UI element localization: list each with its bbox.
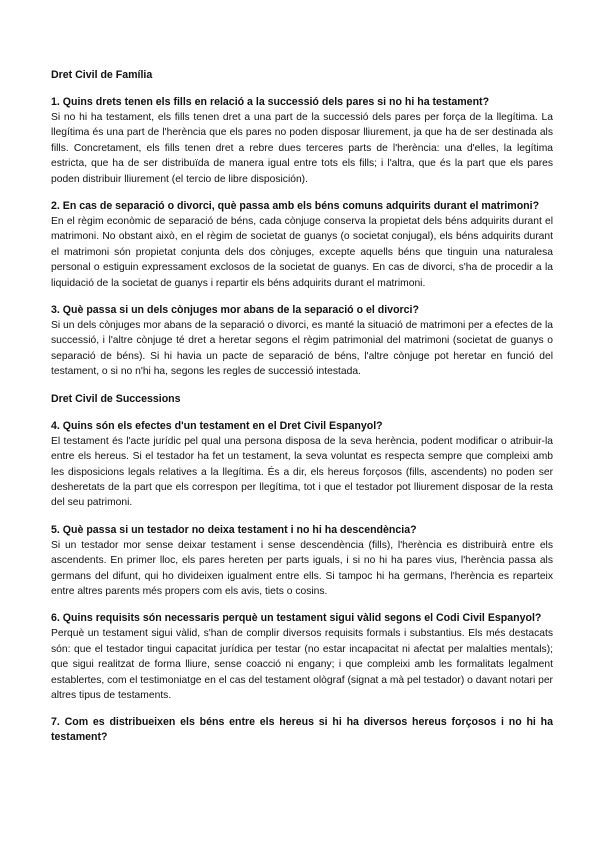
answer-paragraph: Perquè un testament sigui vàlid, s'han de complir diversos requisits formals i substantius. Els més destacats són: que el testador tingui capacitat jurídica per testar (no estar incapacitat ni afectat per malalties mentals); que sigui realitzat de forma lliure, sense coacció ni engany; i que compleixi amb les formalitats legalment establertes, com el testimoniatge en el cas del testament ològraf (signat a mà pel testador) o davant notari per altres tipus de testaments. bbox=[51, 628, 553, 701]
qa-item bbox=[51, 95, 553, 187]
answer-paragraph: Si no hi ha testament, els fills tenen dret a una part de la successió dels pares per força de la llegítima. La llegítima és una part de l'herència que els pares no poden disposar lliurement, ja que ha de ser destinada als fills. Concretament, els fills tenen dret a rebre dues terceres parts de l'herència: una d'elles, la legítima estricta, que ha de ser distribuïda de manera igual entre tots els fills; i l'altra, que és la part que els pares poden distribuir lliurement (el tercio de libre disposición). bbox=[51, 112, 553, 185]
question-heading: 2. En cas de separació o divorci, què passa amb els béns comuns adquirits durant el matrimoni? bbox=[51, 200, 540, 213]
qa-item bbox=[51, 303, 553, 380]
qa-item bbox=[51, 199, 553, 291]
qa-item bbox=[51, 523, 553, 600]
qa-item bbox=[51, 611, 553, 703]
document-page bbox=[51, 68, 553, 757]
question-heading: 3. Què passa si un dels cònjuges mor abans de la separació o el divorci? bbox=[51, 304, 419, 317]
question-heading: 5. Què passa si un testador no deixa testament i no hi ha descendència? bbox=[51, 523, 417, 536]
answer-paragraph: Si un testador mor sense deixar testament i sense descendència (fills), l'herència es distribuirà entre els ascendents. En primer lloc, els pares hereten per parts iguals, i si no hi ha pares vius, l'herència passa als germans del difunt, qui ho divideixen igualment entre ells. Si tampoc hi ha germans, l'herència es reparteix entre altres parents més propers com els avis, tiets o cosins. bbox=[51, 539, 553, 597]
answer-paragraph: En el règim econòmic de separació de béns, cada cònjuge conserva la propietat dels béns adquirits durant el matrimoni. No obstant això, en el règim de societat de guanys (o societat conjugal), els béns adquirits durant el matrimoni són propietat conjunta dels dos cònjuges, excepte aquells béns que tinguin una naturalesa personal o estiguin expressament exclosos de la societat de guanys. En cas de divorci, s'ha de procedir a la liquidació de la societat de guanys i repartir els béns adquirits durant el matrimoni. bbox=[51, 216, 553, 289]
section-title: Dret Civil de Família bbox=[51, 69, 153, 81]
section-title: Dret Civil de Successions bbox=[51, 392, 181, 405]
answer-paragraph: Si un dels cònjuges mor abans de la separació o divorci, es manté la situació de matrimoni per a efectes de la successió, i l'altre cònjuge té dret a heretar segons el règim patrimonial del matrimoni (societat de guanys o separació de béns). Si hi havia un pacte de separació de béns, l'altre cònjuge pot heretar en funció del testament, o si no n'hi ha, segons les regles de successió intestada. bbox=[51, 320, 553, 378]
question-heading: 7. Com es distribueixen els béns entre els hereus si hi ha diversos hereus forçosos i no hi ha testament? bbox=[51, 716, 553, 744]
question-heading: 1. Quins drets tenen els fills en relació a la successió dels pares si no hi ha testament? bbox=[51, 96, 490, 108]
section-dret-civil-successions bbox=[51, 392, 553, 746]
question-heading: 4. Quins són els efectes d'un testament en el Dret Civil Espanyol? bbox=[51, 419, 383, 432]
qa-item bbox=[51, 715, 553, 745]
question-heading: 6. Quins requisits són necessaris perquè un testament sigui vàlid segons el Codi Civil Espanyol? bbox=[51, 612, 542, 625]
section-dret-civil-familia bbox=[51, 68, 553, 380]
answer-paragraph: El testament és l'acte jurídic pel qual una persona disposa de la seva herència, podent modificar o atribuir-la entre els hereus. Si el testador ha fet un testament, la seva voluntat es respecta sempre que compleixi amb les disposicions legals relatives a la llegítima. És a dir, els hereus forçosos (fills, ascendents) no poden ser desheretats de la part que els correspon per llegítima, tot i que el testador pot lliurement disposar de la resta del seu patrimoni. bbox=[51, 435, 553, 509]
qa-item bbox=[51, 419, 553, 511]
